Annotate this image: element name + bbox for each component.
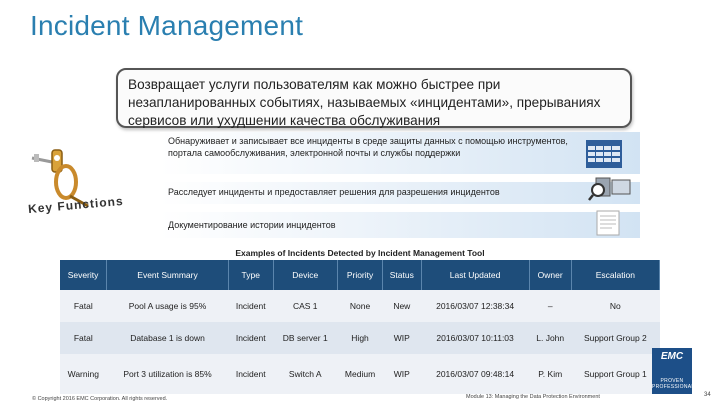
- table-row: [60, 322, 660, 354]
- table-cell: Incident: [228, 290, 273, 322]
- col-owner: Owner: [529, 260, 571, 290]
- table-cell: None: [337, 290, 382, 322]
- table-cell: Switch A: [273, 354, 337, 394]
- col-escalation: Escalation: [571, 260, 659, 290]
- table-cell: New: [383, 290, 421, 322]
- table-cell: P. Kim: [529, 354, 571, 394]
- emc-proven-logo: [652, 348, 695, 394]
- function-item-investigate: [160, 182, 640, 204]
- slide-title: Incident Management: [30, 10, 304, 41]
- magnifier-computer-icon: [588, 176, 632, 207]
- col-priority: Priority: [337, 260, 382, 290]
- table-row: [60, 354, 660, 394]
- logo-brand: EMC: [660, 351, 684, 362]
- page-number: 34: [704, 392, 711, 398]
- logo-tagline: PROVEN PROFESSIONAL: [652, 378, 695, 390]
- table-cell: No: [571, 290, 659, 322]
- table-cell: 2016/03/07 12:38:34: [421, 290, 529, 322]
- col-type: Type: [228, 260, 273, 290]
- table-cell: –: [529, 290, 571, 322]
- footer-copyright: © Copyright 2016 EMC Corporation. All rights reserved.: [32, 396, 168, 402]
- function-item-detect-text: Обнаруживает и записывает все инциденты в среде защиты данных с помощью инструментов, портала самообслуживания, электронной почты и службы поддержки: [168, 136, 568, 158]
- table-cell: Medium: [337, 354, 382, 394]
- function-item-detect: [160, 132, 640, 174]
- function-item-document: [160, 212, 640, 238]
- table-cell: Support Group 2: [571, 322, 659, 354]
- table-cell: Support Group 1: [571, 354, 659, 394]
- table-cell: CAS 1: [273, 290, 337, 322]
- footer-module: Module 13: Managing the Data Protection Environment: [466, 394, 600, 400]
- col-severity: Severity: [60, 260, 107, 290]
- table-cell: High: [337, 322, 382, 354]
- table-header-row: [60, 260, 660, 290]
- table-cell: Pool A usage is 95%: [107, 290, 229, 322]
- table-row: [60, 290, 660, 322]
- headline-box: Возвращает услуги пользователям как можно быстрее при незапланированных событиях, называемых «инцидентами», прерываниях сервисов или ухудшении качества обслуживания: [116, 68, 632, 128]
- col-last-updated: Last Updated: [421, 260, 529, 290]
- table-cell: 2016/03/07 09:48:14: [421, 354, 529, 394]
- table-cell: DB server 1: [273, 322, 337, 354]
- table-cell: 2016/03/07 10:11:03: [421, 322, 529, 354]
- col-status: Status: [383, 260, 421, 290]
- key-functions-label: Key Functions: [27, 193, 125, 217]
- table-cell: Fatal: [60, 322, 107, 354]
- table-cell: WIP: [383, 354, 421, 394]
- table-cell: Database 1 is down: [107, 322, 229, 354]
- col-event-summary: Event Summary: [107, 260, 229, 290]
- incidents-table: [60, 260, 660, 394]
- table-title: Examples of Incidents Detected by Incident Management Tool: [235, 248, 485, 258]
- function-item-document-text: Документирование истории инцидентов: [168, 220, 336, 230]
- table-cell: Incident: [228, 322, 273, 354]
- col-device: Device: [273, 260, 337, 290]
- table-cell: Port 3 utilization is 85%: [107, 354, 229, 394]
- function-item-investigate-text: Расследует инциденты и предоставляет решения для разрешения инцидентов: [168, 187, 500, 197]
- table-cell: WIP: [383, 322, 421, 354]
- document-list-icon: [596, 210, 620, 241]
- table-cell: Warning: [60, 354, 107, 394]
- table-grid-icon: [586, 140, 622, 173]
- table-cell: L. John: [529, 322, 571, 354]
- table-cell: Fatal: [60, 290, 107, 322]
- table-cell: Incident: [228, 354, 273, 394]
